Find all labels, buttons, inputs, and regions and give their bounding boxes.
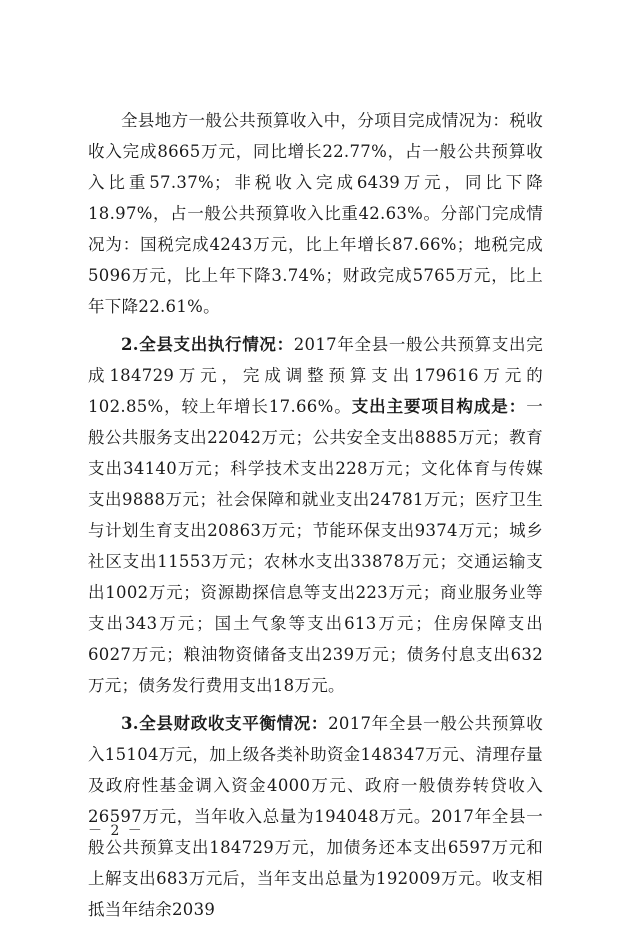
document-body xyxy=(88,105,543,925)
paragraph-text: 2017年全县一般公共预算支出完成184729万元，完成调整预算支出179616万元的102.85%，较上年增长17.66%。 xyxy=(88,335,543,416)
paragraph-text: 全县地方一般公共预算收入中，分项目完成情况为：税收收入完成8665万元，同比增长22.77%，占一般公共预算收入比重57.37%；非税收入完成6439万元，同比下降18.97%，占一般公共预算收入比重42.63%。分部门完成情况为：国税完成4243万元，比上年增长87.66%；地税完成5096万元，比上年下降3.74%；财政完成5765万元，比上年下降22.61%。 xyxy=(88,111,543,316)
paragraph-heading: 3.全县财政收支平衡情况： xyxy=(121,714,329,733)
paragraph-expenditure-execution xyxy=(88,329,543,701)
paragraph-text-continued: 一般公共服务支出22042万元；公共安全支出8885万元；教育支出34140万元；科学技术支出228万元；文化体育与传媒支出9888万元；社会保障和就业支出24781万元；医疗卫生与计划生育支出20863万元；节能环保支出9374万元；城乡社区支出11553万元；农林水支出33878万元；交通运输支出1002万元；资源勘探信息等支出223万元；商业服务业等支出343万元；国土气象等支出613万元；住房保障支出6027万元；粮油物资储备支出239万元；债务付息支出632万元；债务发行费用支出18万元。 xyxy=(88,397,544,695)
paragraph-heading: 2.全县支出执行情况： xyxy=(121,335,294,354)
paragraph-subheading: 支出主要项目构成是： xyxy=(351,397,527,416)
paragraph-fiscal-balance xyxy=(88,708,543,925)
paragraph-revenue-breakdown xyxy=(88,105,543,322)
paragraph-text: 2017年全县一般公共预算收入15104万元，加上级各类补助资金148347万元、清理存量及政府性基金调入资金4000万元、政府一般债券转贷收入26597万元，当年收入总量为194048万元。2017年全县一般公共预算支出184729万元，加债务还本支出6597万元和上解支出683万元后，当年支出总量为192009万元。收支相抵当年结余2039 xyxy=(88,714,543,919)
page-number: － 2 － xyxy=(88,823,144,839)
